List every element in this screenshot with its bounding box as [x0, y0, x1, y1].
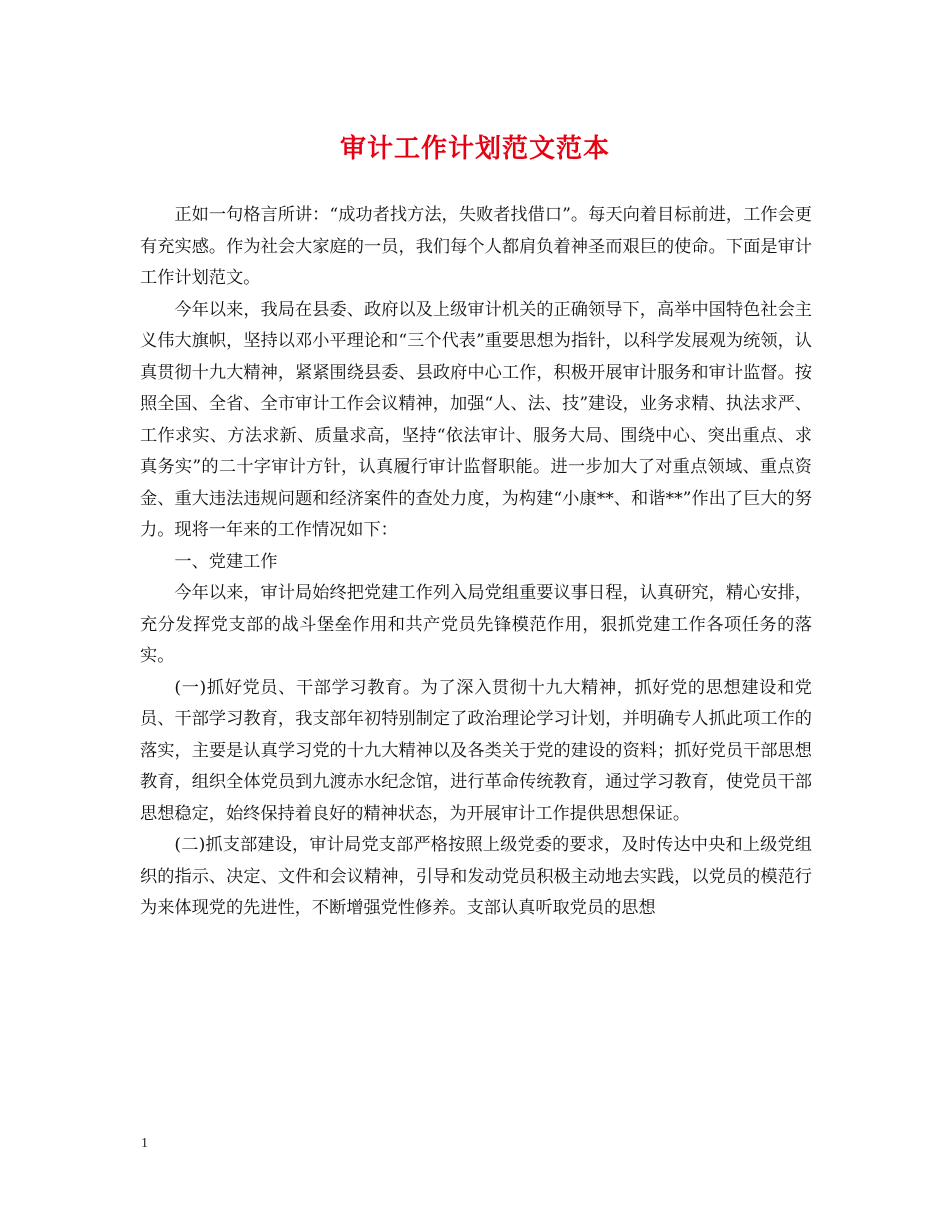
paragraph-party-building: 今年以来，审计局始终把党建工作列入局党组重要议事日程，认真研究，精心安排，充分发挥党支部的战斗堡垒作用和共产党员先锋模范作用，狠抓党建工作各项任务的落实。: [140, 583, 812, 666]
paragraph-summary: 今年以来，我局在县委、政府以及上级审计机关的正确领导下，高举中国特色社会主义伟大旗帜，坚持以邓小平理论和“三个代表”重要思想为指针，以科学发展观为统领，认真贯彻十九大精神，紧紧围绕县委、县政府中心工作，积极开展审计服务和审计监督。按照全国、全省、全市审计工作会议精神，加强“人、法、技”建设，业务求精、执法求严、工作求实、方法求新、质量求高，坚持“依法审计、服务大局、围绕中心、突出重点、求真务实”的二十字审计方针，认真履行审计监督职能。进一步加大了对重点领域、重点资金、重大违法违规问题和经济案件的查处力度，为构建“小康**、和谐**”作出了巨大的努力。现将一年来的工作情况如下：: [140, 299, 812, 540]
paragraph-intro: 正如一句格言所讲：“成功者找方法，失败者找借口”。每天向着目标前进，工作会更有充实感。作为社会大家庭的一员，我们每个人都肩负着神圣而艰巨的使命。下面是审计工作计划范文。: [140, 205, 812, 288]
document-body: [140, 200, 812, 925]
section-heading-party-building: 一、党建工作: [174, 551, 278, 572]
document-title: 审计工作计划范文范本: [339, 134, 610, 164]
paragraph-branch-building: (二)抓支部建设，审计局党支部严格按照上级党委的要求，及时传达中央和上级党组织的指示、决定、文件和会议精神，引导和发动党员积极主动地去实践，以党员的模范行为来体现党的先进性，不断增强党性修养。支部认真听取党员的思想: [140, 835, 812, 918]
page-number: 1: [141, 1136, 148, 1151]
paragraph-study-education: (一)抓好党员、干部学习教育。为了深入贯彻十九大精神，抓好党的思想建设和党员、干部学习教育，我支部年初特别制定了政治理论学习计划，并明确专人抓此项工作的落实，主要是认真学习党的十九大精神以及各类关于党的建设的资料；抓好党员干部思想教育，组织全体党员到九渡赤水纪念馆，进行革命传统教育，通过学习教育，使党员干部思想稳定，始终保持着良好的精神状态，为开展审计工作提供思想保证。: [140, 677, 812, 824]
